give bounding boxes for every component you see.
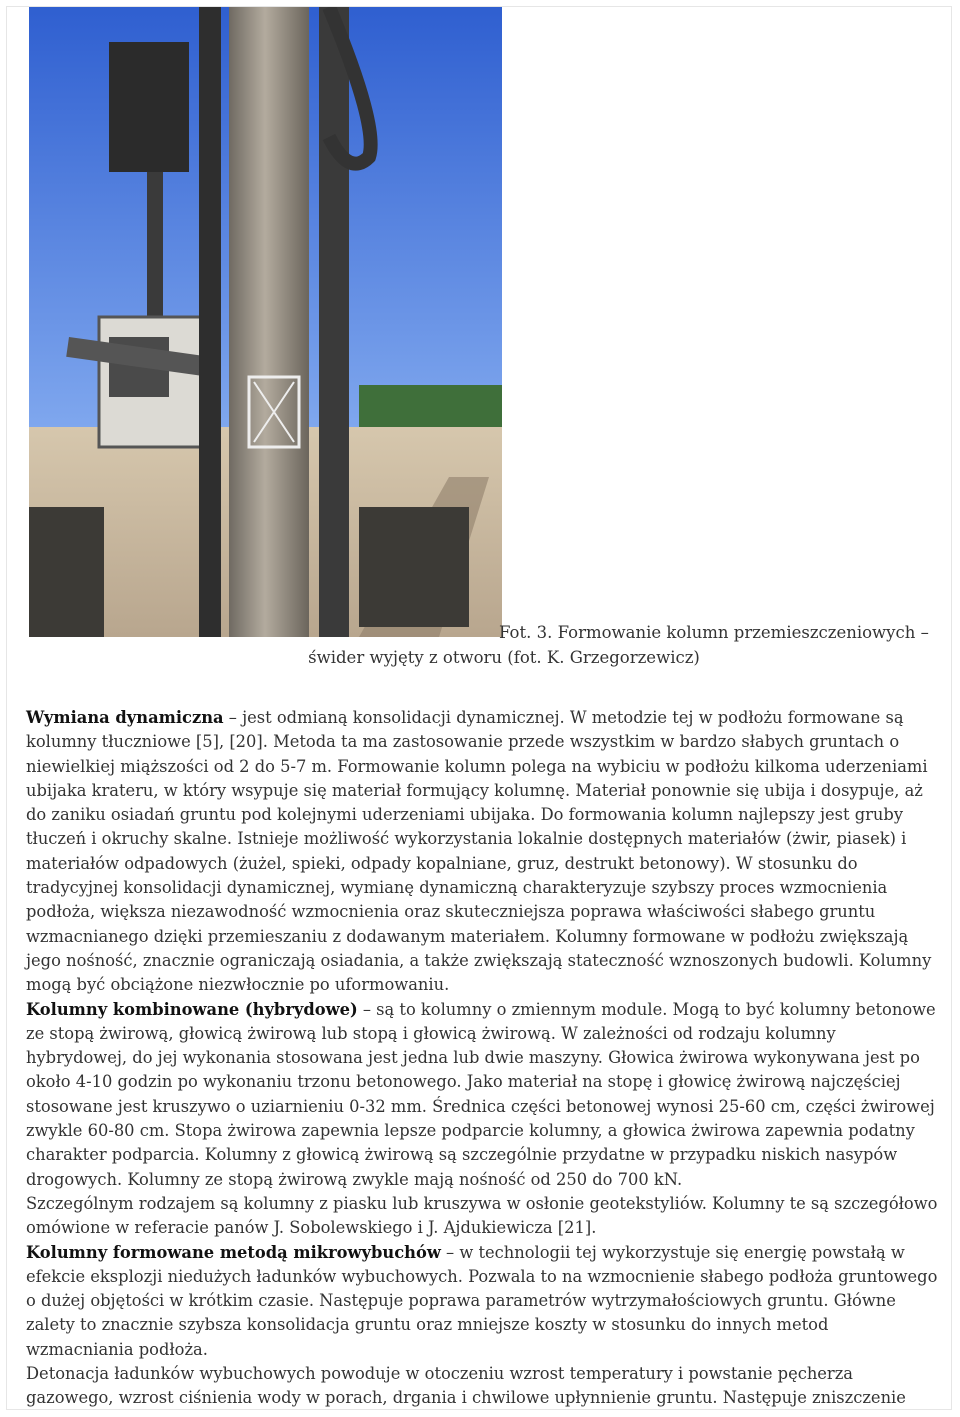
term-heading: Kolumny kombinowane (hybrydowe) xyxy=(26,999,358,1019)
mast-right xyxy=(319,7,349,637)
term-heading: Kolumny formowane metodą mikrowybuchów xyxy=(26,1242,441,1262)
mast-left xyxy=(199,7,221,637)
paragraph-text: Szczególnym rodzajem są kolumny z piasku lub kruszywa w osłonie geotekstyliów. Kolumny te są szczegółowo omówione w referacie panów J. Sobolewskiego i J. Ajdukiewicza [21]. xyxy=(26,1193,938,1238)
auger-column xyxy=(229,7,309,637)
paragraph-text: – jest odmianą konsolidacji dynamicznej. W metodzie tej w podłożu formowane są kolumny tłuczniowe [5], [20]. Metoda ta ma zastosowanie przede wszystkim w bardzo słabych gruntach o niewielkiej miąższości od 2 do 5-7 m. Formowanie kolumn polega na wybiciu w podłożu kilkoma uderzeniami ubijaka krateru, w który wsypuje się materiał formujący kolumnę. Materiał ponownie się ubija i dosypuje, aż do zaniku osiadań gruntu pod kolejnymi uderzeniami ubijaka. Do formowania kolumn najlepszy jest gruby tłuczeń i okruchy skalne. Istnieje możliwość wykorzystania lokalnie dostępnych materiałów (żwir, piasek) i materiałów odpadowych (żużel, spieki, odpady kopalniane, gruz, destrukt betonowy). W stosunku do tradycyjnej konsolidacji dynamicznej, wymianę dynamiczną charakteryzuje szybszy proces wzmocnienia podłoża, większa niezawodność wzmocnienia oraz skuteczniejsza poprawa właściwości słabego gruntu wzmacnianego dzięki przemieszaniu z dodawanym materiałem. Kolumny formowane w podłożu zwiększają jego nośność, znacznie ograniczają osiadania, a także zwiększają stateczność wznoszonych budowli. Kolumny mogą być obciążone niezwłocznie po uformowaniu. xyxy=(26,708,932,995)
paragraph-detonation xyxy=(26,1362,938,1411)
article-body xyxy=(26,706,938,1411)
left-track xyxy=(29,507,104,637)
caption-line-2: świder wyjęty z otworu (fot. K. Grzegorzewicz) xyxy=(308,648,700,667)
term-heading: Wymiana dynamiczna xyxy=(26,708,224,727)
trees xyxy=(359,385,502,433)
paragraph-dynamic-replacement xyxy=(26,706,938,998)
right-track xyxy=(359,507,469,627)
paragraph-geotextile-columns xyxy=(26,1192,938,1241)
photo-caption xyxy=(29,620,939,671)
paragraph-text: Detonacja ładunków wybuchowych powoduje w otoczeniu wzrost temperatury i powstanie pęcherza gazowego, wzrost ciśnienia wody w porach, drgania i chwilowe upłynnienie gruntu. Następuje zniszczenie xyxy=(26,1364,906,1408)
paragraph-text: – są to kolumny o zmiennym module. Mogą to być kolumny betonowe ze stopą żwirową, głowicą żwirową lub stopą i głowicą żwirową. W zależności od rodzaju kolumny hybrydowej, do jej wykonania stosowana jest jedna lub dwie maszyny. Głowica żwirowa wykonywana jest po około 4-10 godzin po wykonaniu trzonu betonowego. Jako materiał na stopę i głowicę żwirową najczęściej stosowane jest kruszywo o uziarnieniu 0-32 mm. Średnica części betonowej wynosi 25-60 cm, części żwirowej zwykle 60-80 cm. Stopa żwirowa zapewnia lepsze podparcie kolumny, a głowica żwirowa zapewnia podatny charakter podparcia. Kolumny z głowicą żwirową są szczególnie przydatne w przypadku niskich nasypów drogowych. Kolumny ze stopą żwirową zwykle mają nośność od 250 do 700 kN. xyxy=(26,999,936,1189)
paragraph-hybrid-columns xyxy=(26,998,938,1192)
rig-photo xyxy=(29,7,502,637)
caption-line-1: Fot. 3. Formowanie kolumn przemieszczeniowych – xyxy=(499,623,929,642)
hammer-box xyxy=(109,42,189,172)
paragraph-text: – w technologii tej wykorzystuje się energię powstałą w efekcie eksplozji niedużych ładunków wybuchowych. Pozwala to na wzmocnienie słabego podłoża gruntowego o dużej objętości w krótkim czasie. Następuje poprawa parametrów wytrzymałościowych gruntu. Główne zalety to znacznie szybsza konsolidacja gruntu oraz mniejsze koszty w stosunku do innych metod wzmacniania podłoża. xyxy=(26,1242,938,1359)
paragraph-micro-explosion xyxy=(26,1241,938,1362)
